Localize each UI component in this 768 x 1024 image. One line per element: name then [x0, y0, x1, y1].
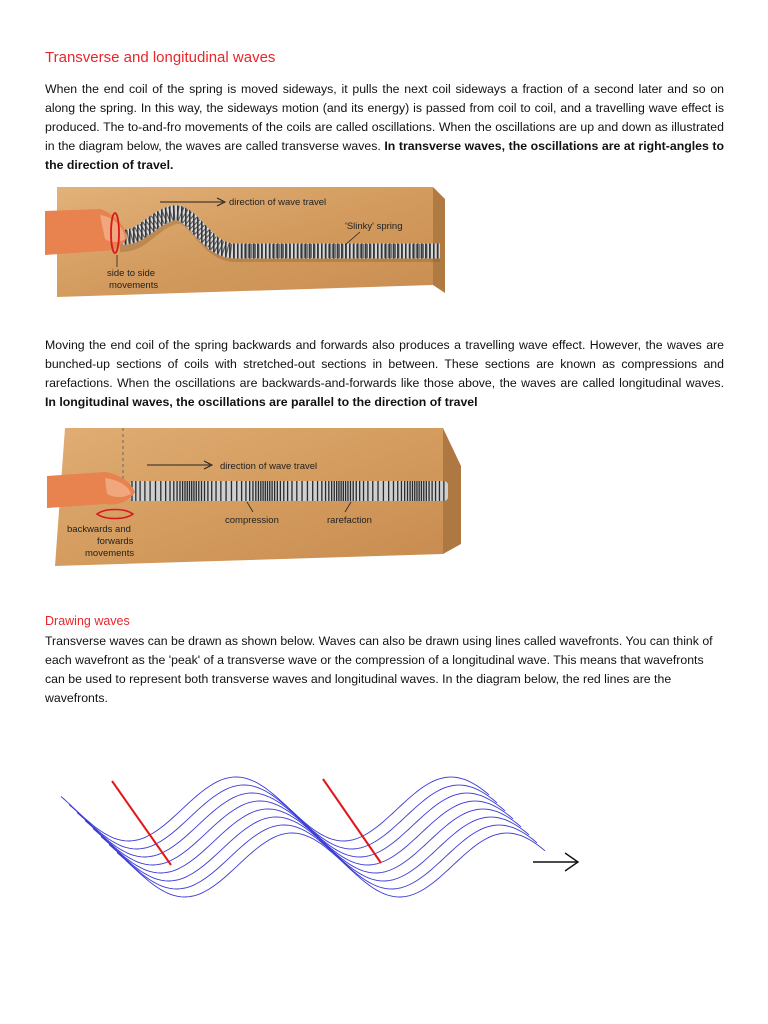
- label-movements: movements: [85, 548, 135, 559]
- paragraph-emphasis: In longitudinal waves, the oscillations are parallel to the direction of travel: [45, 395, 478, 409]
- board-side: [433, 187, 445, 293]
- wave-line: [61, 777, 489, 841]
- wave-lines: [61, 777, 545, 897]
- label-side-to-side: side to side: [107, 268, 156, 279]
- wavefront-diagram: [55, 765, 595, 925]
- label-direction-of-travel: direction of wave travel: [229, 197, 327, 208]
- paragraph-drawing-waves: Transverse waves can be drawn as shown below. Waves can also be drawn using lines called wavefronts. You can think of each wavefront as the 'peak' of a transverse wave or the compression of a longitudinal wave. This means that wavefronts can be used to represent both transverse waves and longitudinal waves. In the diagram below, the red lines are the wavefronts.: [45, 634, 713, 705]
- wave-line: [109, 825, 537, 889]
- paragraph-text: Moving the end coil of the spring backwards and forwards also produces a travelling wave effect. However, the waves are bunched-up sections of coils with stretched-out sections in between. These sections are known as compressions and rarefactions. When the oscillations are backwards-and-forwards like those above, the waves are called longitudinal waves.: [45, 338, 724, 390]
- longitudinal-wave-figure: [45, 426, 465, 568]
- label-rarefaction: rarefaction: [327, 515, 372, 526]
- wave-line: [93, 809, 521, 873]
- wave-line: [69, 785, 497, 849]
- label-slinky-spring: 'Slinky' spring: [345, 221, 403, 232]
- label-compression: compression: [225, 515, 279, 526]
- paragraph-text: When the end coil of the spring is moved sideways, it pulls the next coil sideways a fraction of a second later and so on along the spring. In this way, the sideways motion (and its energy) is passed from coil to coil, and a travelling wave effect is produced. The to-and-fro movements of the coils are called oscillations. When the oscillations are up and down as illustrated in the diagram below, the waves are called transverse waves.: [45, 82, 724, 153]
- paragraph-emphasis: In transverse waves, the oscillations are at right-angles to the direction of travel.: [45, 139, 724, 172]
- wave-line: [101, 817, 529, 881]
- section-heading-drawing-waves: Drawing waves: [45, 614, 130, 628]
- label-backwards-and: backwards and: [67, 524, 131, 535]
- paragraph-transverse: [45, 80, 724, 175]
- label-movements: movements: [109, 280, 159, 291]
- wave-line: [117, 833, 545, 897]
- label-forwards: forwards: [97, 536, 134, 547]
- paragraph-longitudinal: [45, 336, 724, 412]
- page-title: Transverse and longitudinal waves: [45, 49, 276, 66]
- transverse-wave-figure: [45, 185, 455, 300]
- wave-line: [77, 793, 505, 857]
- label-direction-of-travel: direction of wave travel: [220, 461, 318, 472]
